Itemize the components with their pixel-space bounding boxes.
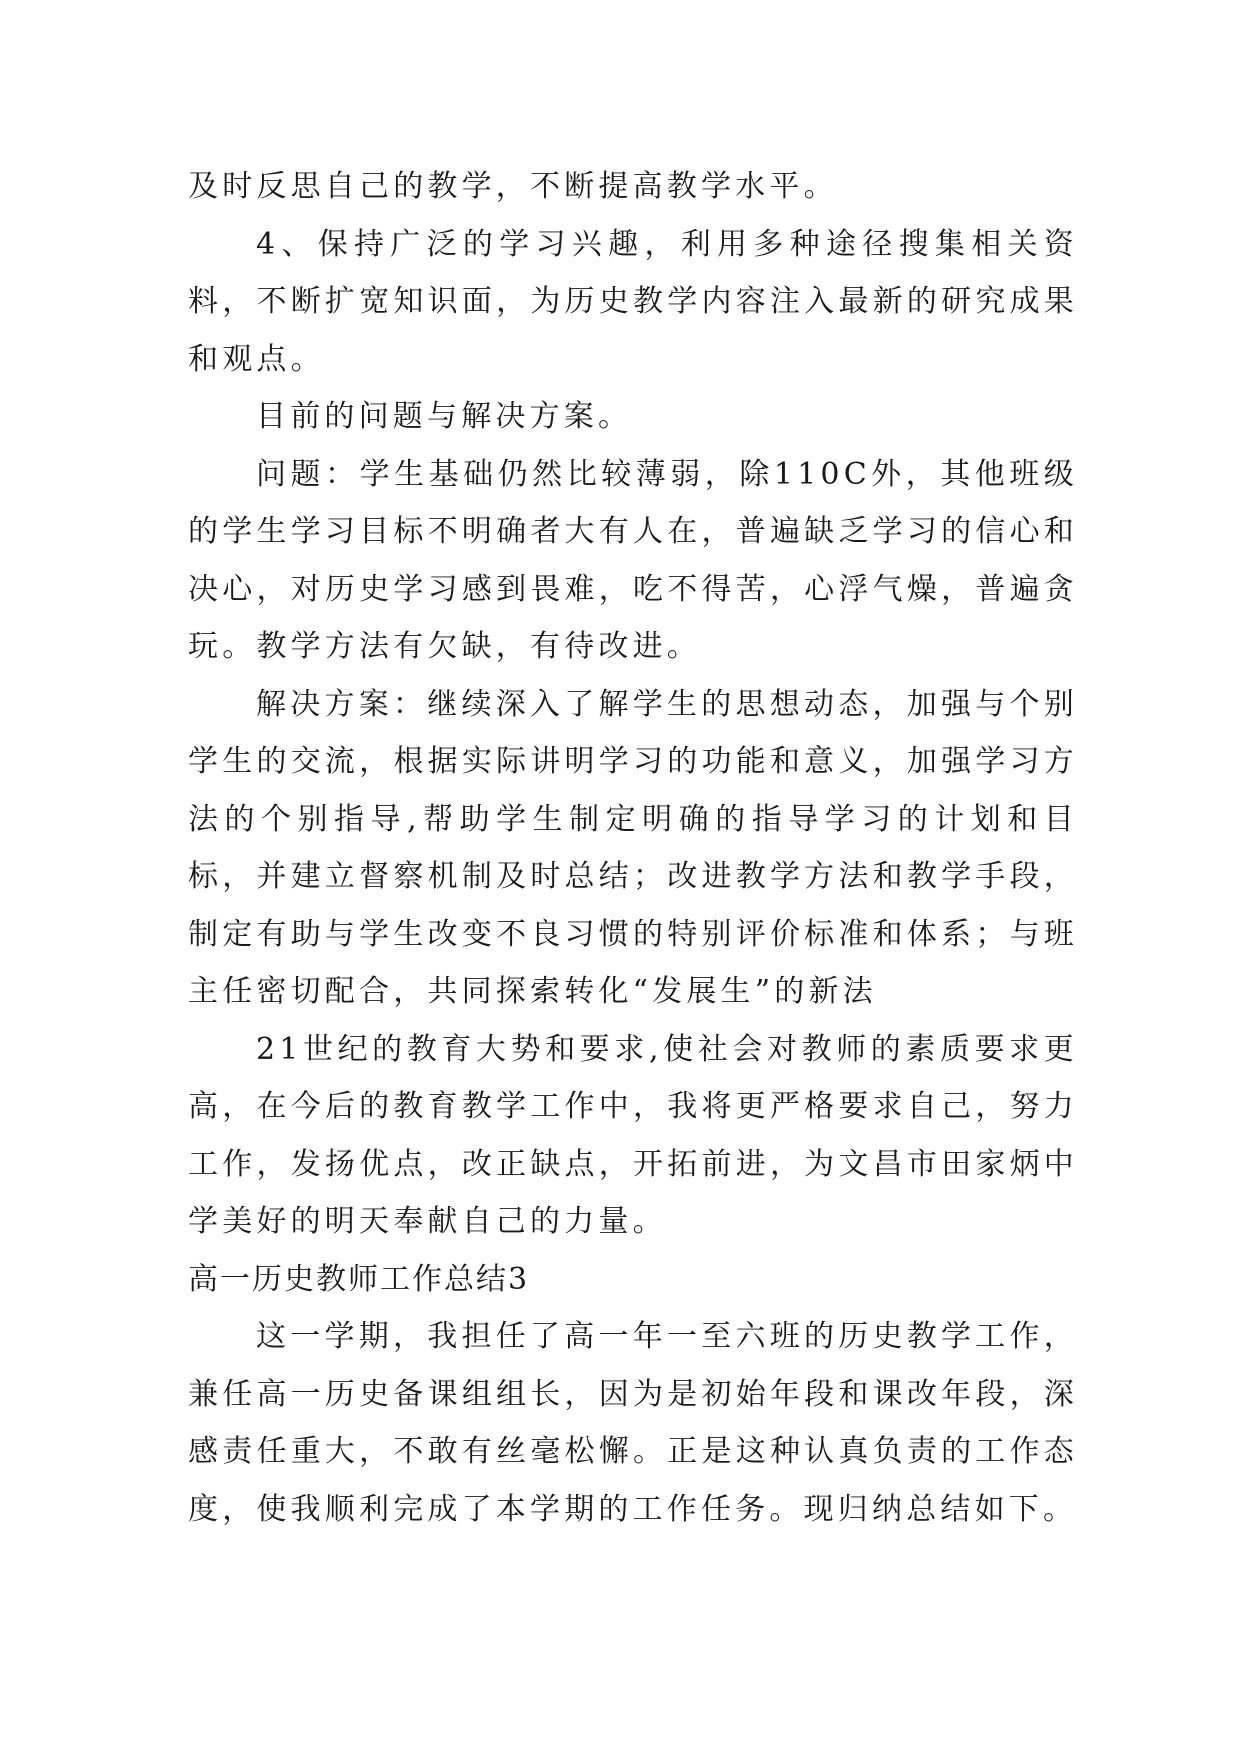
paragraph-learning-interest: 4、保持广泛的学习兴趣，利用多种途径搜集相关资料，不断扩宽知识面，为历史教学内容注入最新的研究成果和观点。	[188, 226, 1078, 377]
paragraph-solutions: 解决方案：继续深入了解学生的思想动态，加强与个别学生的交流，根据实际讲明学习的功能和意义，加强学习方法的个别指导,帮助学生制定明确的指导学习的计划和目标，并建立督察机制及时总结；改进教学方法和教学手段，制定有助与学生改变不良习惯的特别评价标准和体系；与班主任密切配合，共同探索转化“发展生”的新法	[188, 686, 1078, 1009]
paragraph-problems-heading: 目前的问题与解决方案。	[256, 399, 633, 434]
section-heading: 高一历史教师工作总结3	[188, 1261, 530, 1297]
paragraph-semester-intro: 这一学期，我担任了高一年一至六班的历史教学工作，兼任高一历史备课组组长，因为是初始年段和课改年段，深感责任重大，不敢有丝毫松懈。正是这种认真负责的工作态度，使我顺利完成了本学期的工作任务。现归纳总结如下。	[188, 1319, 1078, 1527]
document-body	[188, 158, 1078, 1538]
paragraph-problems: 问题：学生基础仍然比较薄弱，除110C外，其他班级的学生学习目标不明确者大有人在，普遍缺乏学习的信心和决心，对历史学习感到畏难，吃不得苦，心浮气燥，普遍贪玩。教学方法有欠缺，有待改进。	[188, 456, 1078, 664]
paragraph-reflection: 及时反思自己的教学，不断提高教学水平。	[188, 169, 838, 204]
paragraph-21st-century: 21世纪的教育大势和要求,使社会对教师的素质要求更高，在今后的教育教学工作中，我将更严格要求自己，努力工作，发扬优点，改正缺点，开拓前进，为文昌市田家炳中学美好的明天奉献自己的力量。	[188, 1031, 1078, 1239]
